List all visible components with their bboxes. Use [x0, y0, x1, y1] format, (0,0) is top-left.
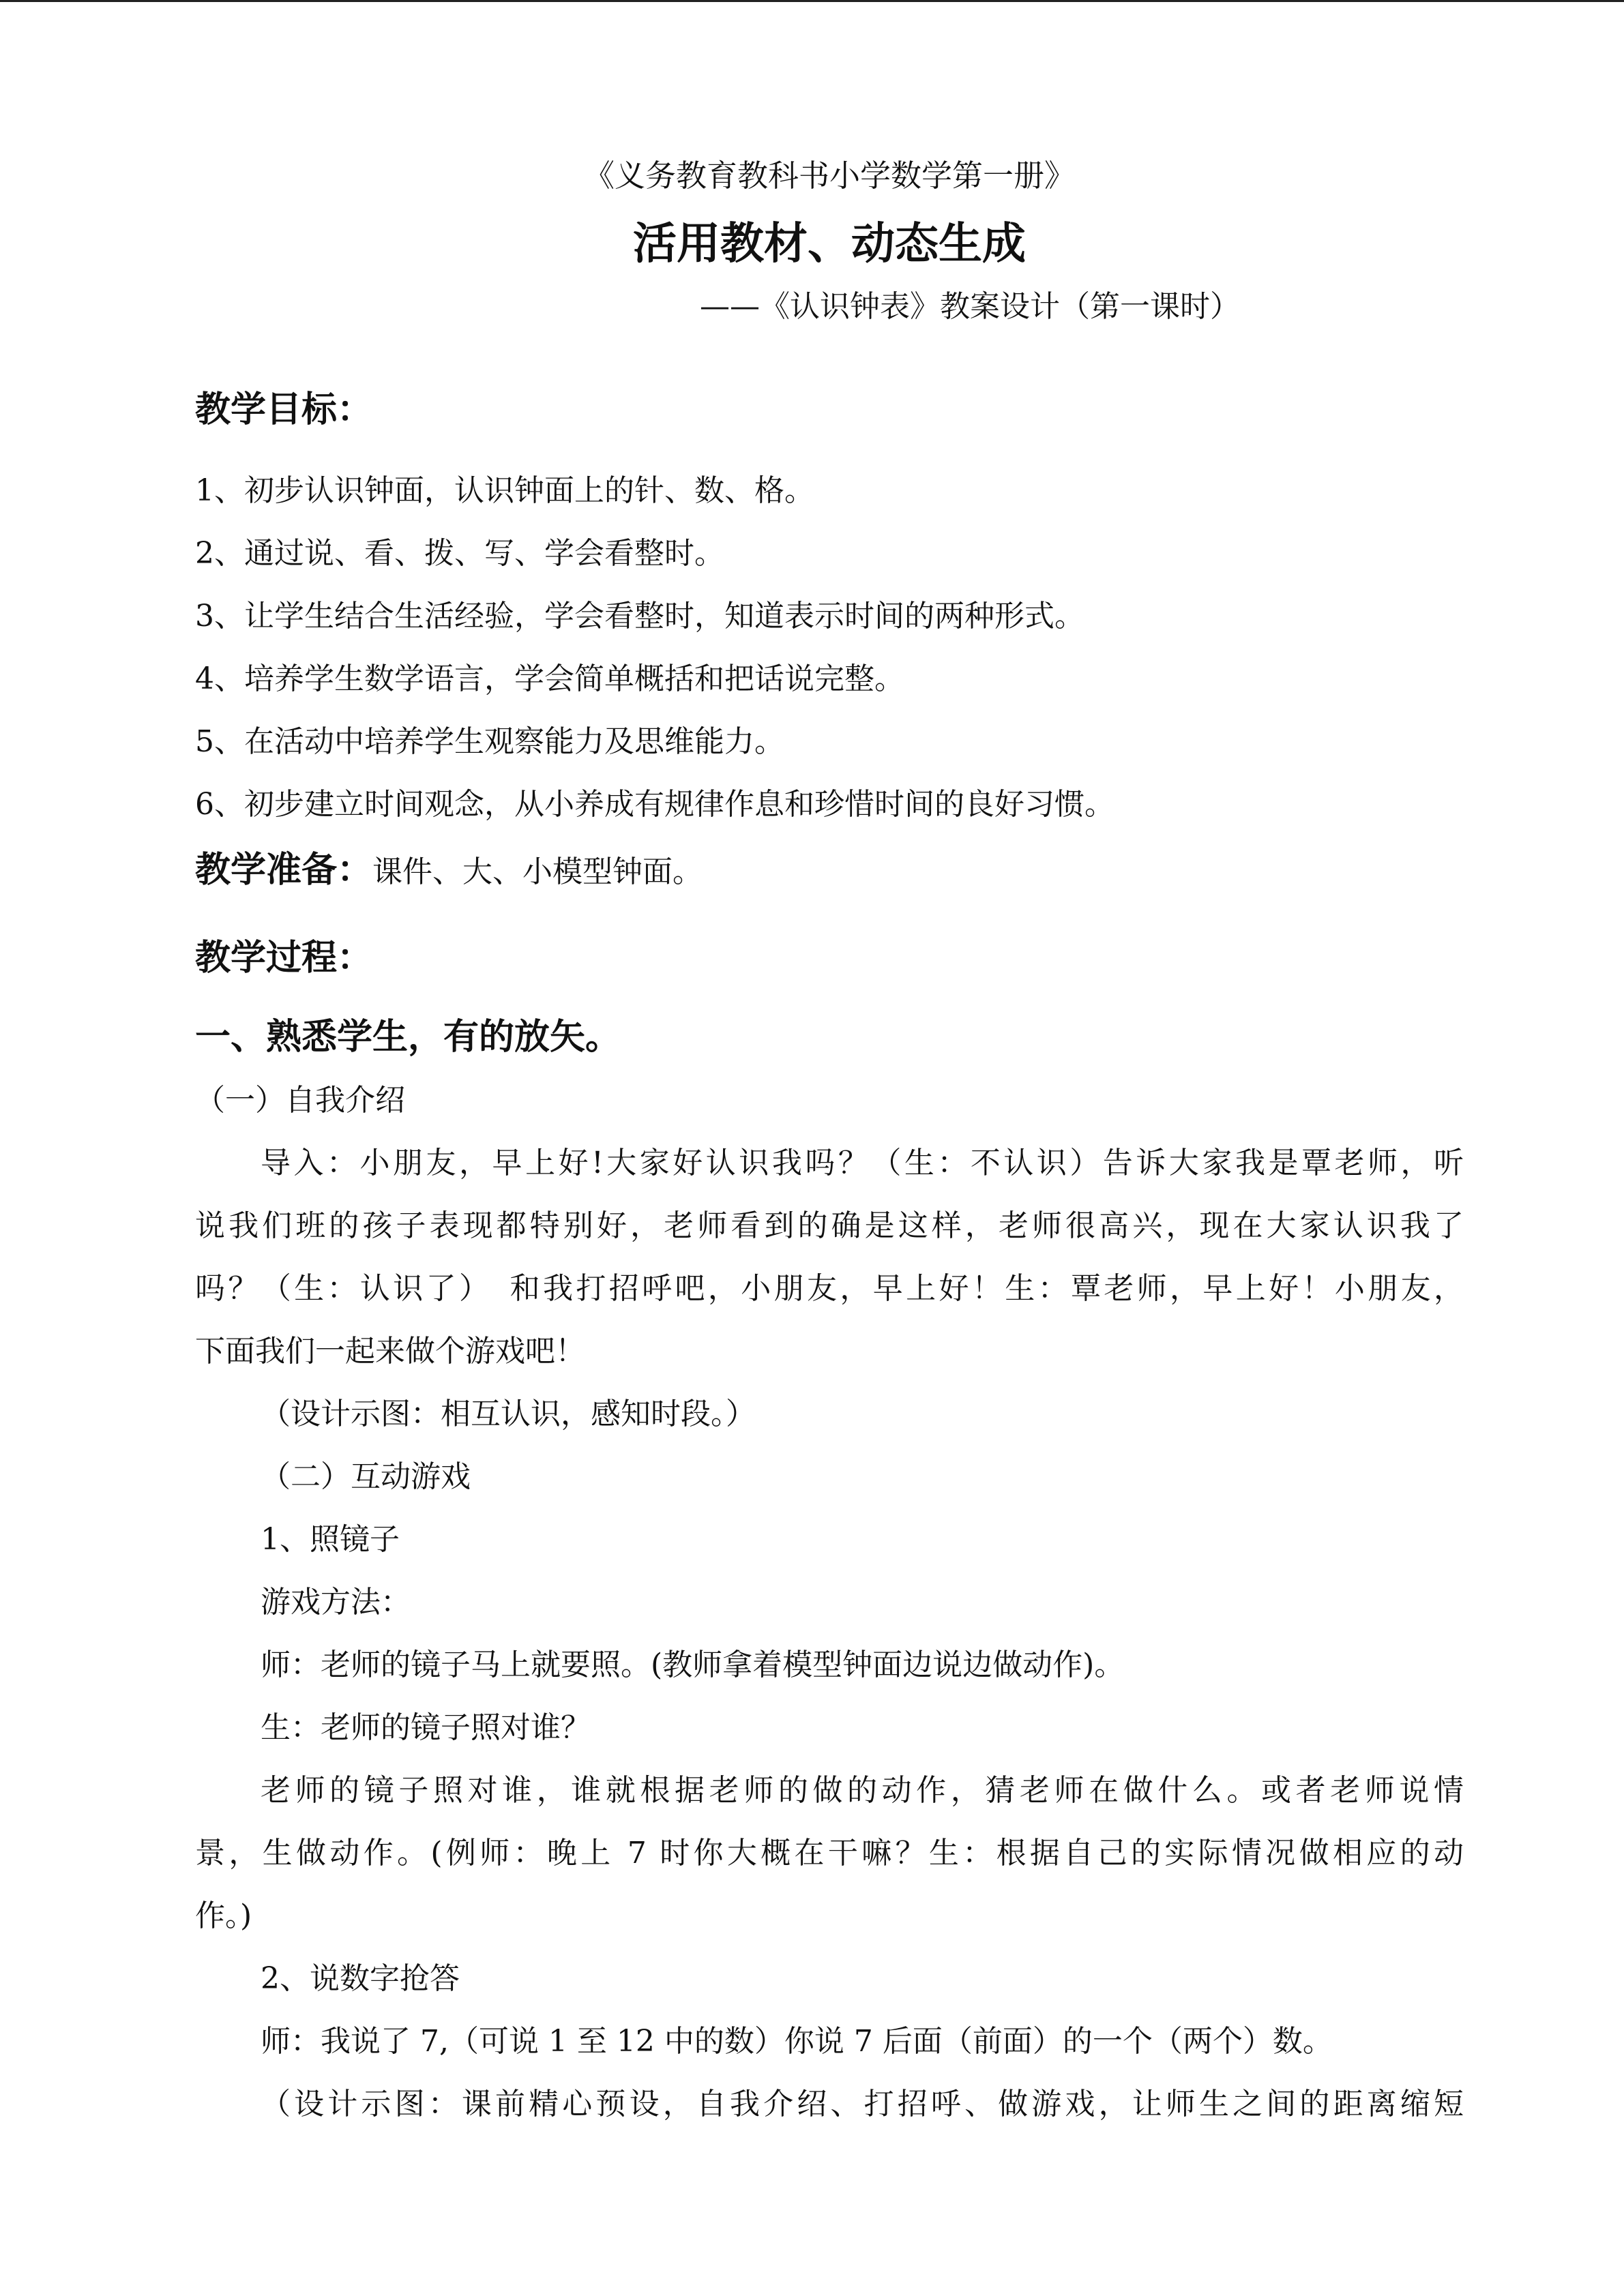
student-line: 生：老师的镜子照对谁？ [261, 1710, 591, 1745]
document-subtitle: ——《认识钟表》教案设计（第一课时） [700, 289, 1240, 324]
intro-paragraph-line: 吗？（生：认识了） 和我打招呼吧，小朋友，早上好！生：覃老师，早上好！小朋友， [195, 1271, 1464, 1306]
game-title: 1、照镜子 [261, 1522, 400, 1557]
intro-paragraph-line: 下面我们一起来做个游戏吧！ [195, 1334, 585, 1369]
objective-item: 1、初步认识钟面，认识钟面上的针、数、格。 [195, 473, 814, 508]
objective-item: 6、初步建立时间观念，从小养成有规律作息和珍惜时间的良好习惯。 [195, 787, 1114, 822]
preparation-text: 课件、大、小模型钟面。 [372, 854, 703, 889]
objective-item: 3、让学生结合生活经验，学会看整时，知道表示时间的两种形式。 [195, 599, 1084, 633]
page-top-border [0, 0, 1624, 2]
subsection-heading: （二）互动游戏 [261, 1459, 471, 1494]
objective-item: 2、通过说、看、拨、写、学会看整时。 [195, 536, 724, 571]
intro-paragraph-line: 说我们班的孩子表现都特别好，老师看到的确是这样，老师很高兴，现在大家认识我了 [195, 1208, 1464, 1243]
preparation-line [195, 850, 703, 893]
subsection-heading: （一）自我介绍 [195, 1083, 405, 1118]
series-title: 《义务教育教科书小学数学第一册》 [583, 158, 1075, 194]
preparation-label: 教学准备： [195, 850, 373, 891]
document-title: 活用教材、动态生成 [633, 219, 1026, 269]
game-paragraph-line: 老师的镜子照对谁，谁就根据老师的做的动作，猜老师在做什么。或者老师说情 [261, 1773, 1464, 1808]
objective-item: 5、在活动中培养学生观察能力及思维能力。 [195, 724, 784, 759]
process-heading: 教学过程： [195, 938, 373, 979]
teacher-line: 师：老师的镜子马上就要照。(教师拿着模型钟面边说边做动作)。 [261, 1648, 1125, 1682]
design-note: （设计示图：相互认识，感知时段。） [261, 1397, 756, 1431]
teacher-line: 师：我说了 7,（可说 1 至 12 中的数）你说 7 后面（前面）的一个（两个）数。 [261, 2024, 1333, 2059]
game-paragraph-line: 作。) [195, 1898, 252, 1933]
intro-paragraph-line: 导入：小朋友，早上好!大家好认识我吗？（生：不认识）告诉大家我是覃老师，听 [261, 1146, 1464, 1180]
section-heading: 一、熟悉学生，有的放矢。 [195, 1017, 621, 1058]
objectives-heading: 教学目标： [195, 389, 373, 430]
game-method-label: 游戏方法： [261, 1585, 411, 1620]
game-title: 2、说数字抢答 [261, 1961, 460, 1996]
game-paragraph-line: 景，生做动作。(例师：晚上 7 时你大概在干嘛？生：根据自己的实际情况做相应的动 [195, 1836, 1464, 1870]
objective-item: 4、培养学生数学语言，学会简单概括和把话说完整。 [195, 661, 904, 696]
design-note: （设计示图：课前精心预设，自我介绍、打招呼、做游戏，让师生之间的距离缩短 [261, 2087, 1464, 2121]
